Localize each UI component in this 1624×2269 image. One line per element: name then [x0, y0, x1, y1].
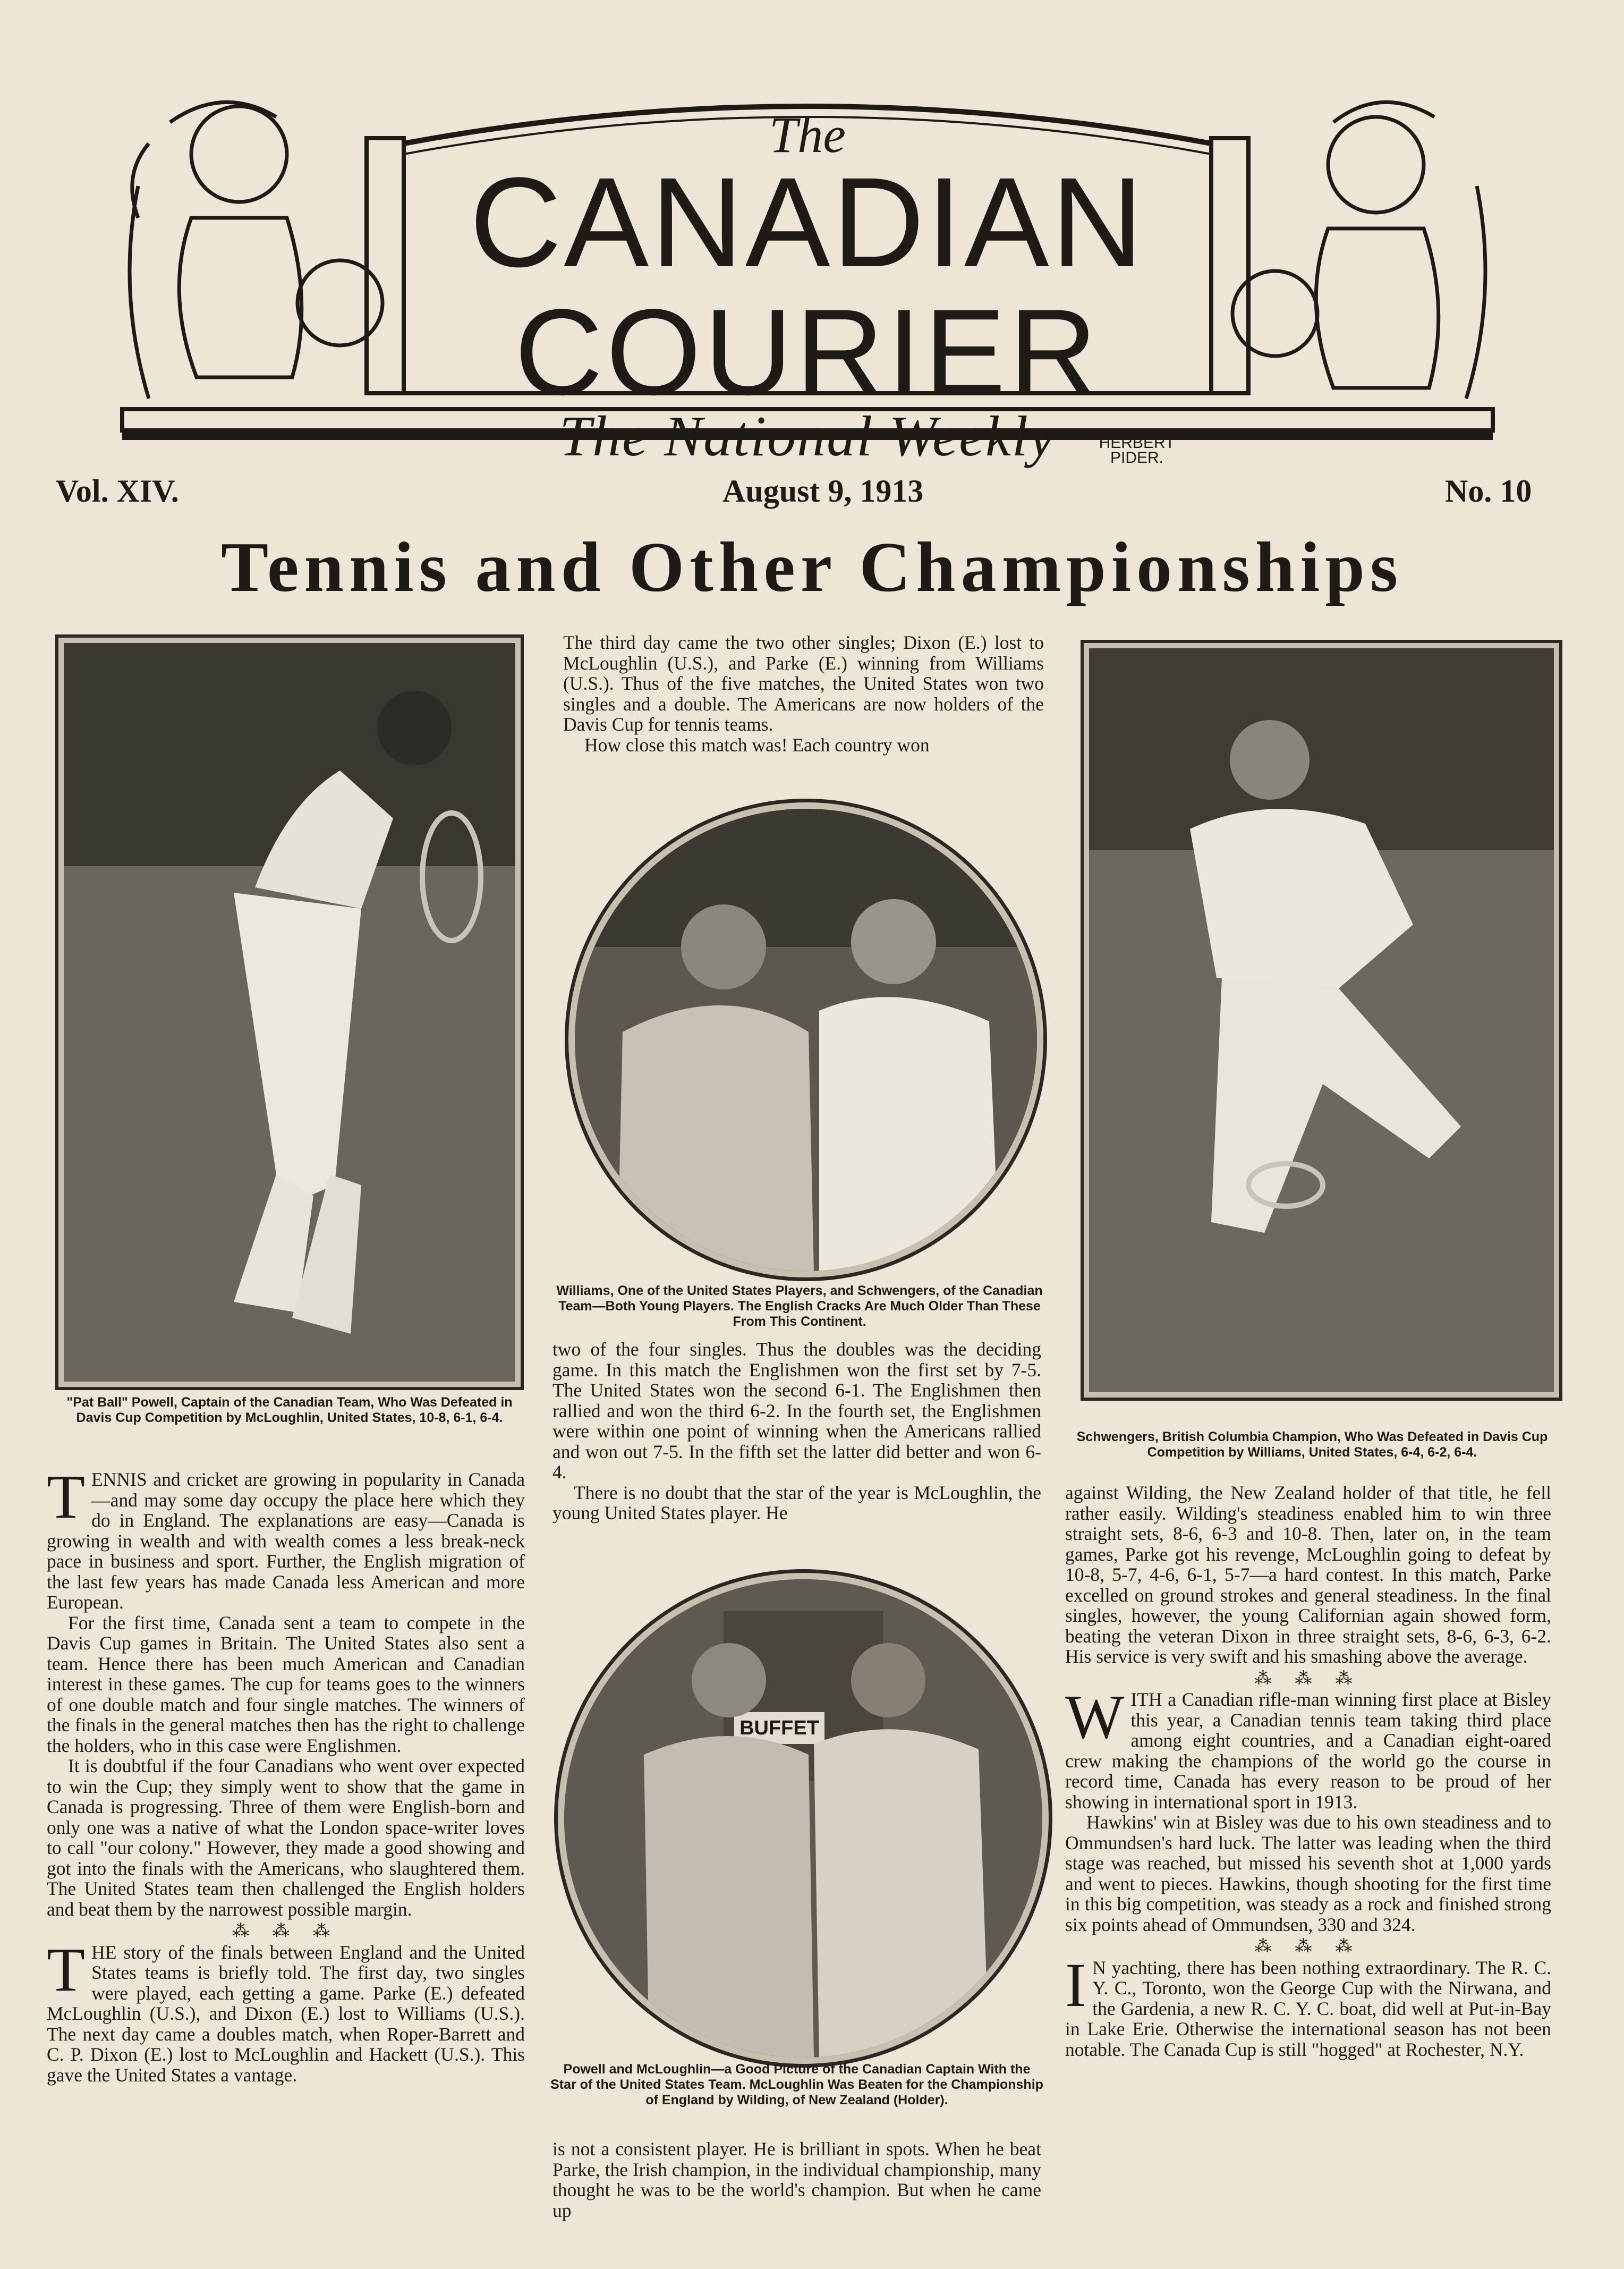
left-column — [47, 1462, 525, 2086]
left-paragraph-1: ENNIS and cricket are growing in popularity in Canada—and may some day occupy the place here which they do in England. The explanations are easy—Canada is growing in wealth and with wealth comes a less break-neck pace in business and sport. Further, the English migration of the last few years has made Canada less American and more European. — [47, 1469, 525, 1613]
dropcap-tennis: T — [47, 1462, 86, 1531]
masthead-title-canadian: CANADIAN — [469, 151, 1146, 293]
photo-schwengers-figure — [1089, 648, 1554, 1392]
left-paragraph-4: HE story of the finals between England and the United States teams is briefly told. The first day, two singles were played, each getting a game. Parke (E.) defeated McLoughlin (U.S.), and Dixon (E.) lost to Williams (U.S.). The next day came a doubles match, when Roper-Barrett and C. P. Dixon (E.) lost to McLoughlin and Hackett (U.S.). This gave the United States a vantage. — [47, 1941, 525, 2086]
caption-powell: "Pat Ball" Powell, Captain of the Canadian Team, Who Was Defeated in Davis Cup Competition by McLoughlin, United States, 10-8, 6-1, 6-4. — [66, 1395, 513, 1425]
masthead-tagline: The National Weekly — [559, 405, 1056, 468]
left-paragraph-3: It is doubtful if the four Canadians who went over expected to win the Cup; they simply went to show that the game in Canada is progressing. Three of them were English-born and only one was a native of what the London space-writer loves to call "our colony." However, they made a good showing and got into the finals with the Americans, who slaughtered them. The United States team then challenged the English holders and beat them by the narrowest possible margin. — [47, 1755, 525, 1920]
caption-powell-mcloughlin: Powell and McLoughlin—a Good Picture of the Canadian Captain With the Star of the United States Team. McLoughlin Was Beaten for the Championship of England by Wilding, of New Zealand (Holder). — [550, 2062, 1043, 2107]
photo-williams-schwengers-figures — [575, 809, 1037, 1271]
middle-column-top — [563, 632, 1044, 755]
volume-label: Vol. XIV. — [56, 473, 179, 509]
issue-date: August 9, 1913 — [722, 473, 924, 509]
middle-column-bottom — [552, 2139, 1041, 2221]
right-paragraph-2: ITH a Canadian rifle-man winning first place at Bisley this year, a Canadian tennis team taking third place among eight countries, and a Canadian eight-oared crew making the champions of the world go the course in record time, Canada has every reason to be proud of her showing in international sport in 1913. — [1065, 1689, 1551, 1813]
masthead-title-courier: COURIER — [514, 284, 1101, 420]
dropcap-the-story: T — [47, 1934, 86, 2004]
photo-williams-schwengers — [568, 802, 1043, 1277]
section-ornament-1: ⁂ ⁂ ⁂ — [232, 1921, 339, 1940]
section-ornament-2: ⁂ ⁂ ⁂ — [1254, 1668, 1362, 1688]
right-paragraph-3: Hawkins' win at Bisley was due to his own steadiness and to Ommundsen's hard luck. The latter was leading when the third stage was reached, but missed his seventh shot at 1,000 yards and went to pieces. Hawkins, though shooting for the first time in this big competition, was steady as a rock and finished strong six points ahead of Ommundsen, 330 and 324. — [1065, 1811, 1551, 1935]
middle-top-paragraph-1: The third day came the two other singles; Dixon (E.) lost to McLoughlin (U.S.), and Parke (E.) winning from Williams (U.S.). Thus of the five matches, the United States won two singles and a double. The Americans are now holders of the Davis Cup for tennis teams. — [563, 632, 1044, 735]
dropcap-with: W — [1065, 1682, 1125, 1751]
section-ornament-3: ⁂ ⁂ ⁂ — [1254, 1936, 1362, 1955]
middle-top-paragraph-2: How close this match was! Each country won — [584, 734, 930, 756]
photo-schwengers — [1084, 643, 1559, 1398]
left-paragraph-2: For the first time, Canada sent a team to compete in the Davis Cup games in Britain. The United States also sent a team. Hence there has been much American and Canadian interest in these games. The cup for teams goes to the winners of one double match and four single matches. The winners of the finals in the general matches then has the right to challenge the holders, who in this case were Englishmen. — [47, 1612, 525, 1756]
dropcap-in-yachting: I — [1065, 1950, 1086, 2020]
right-paragraph-4: N yachting, there has been nothing extraordinary. The R. C. Y. C., Toronto, won the George Cup with the Nirwana, and the Gardenia, a new R. C. Y. C. boat, did well at Put-in-Bay in Lake Erie. Otherwise the international season has not been notable. The Canada Cup is still "hogged" at Rochester, N.Y. — [1065, 1957, 1551, 2060]
artist-signature: HERBERT PIDER. — [1099, 434, 1175, 467]
masthead — [117, 80, 1498, 468]
masthead-the: The — [769, 106, 846, 163]
middle-column-middle — [552, 1339, 1041, 1523]
issue-number: No. 10 — [1445, 473, 1532, 509]
right-column — [1065, 1483, 1551, 2060]
middle-mid-paragraph-2: There is no doubt that the star of the year is McLoughlin, the young United States player. He — [552, 1481, 1041, 1523]
photo-powell-mcloughlin-figures — [564, 1579, 1042, 2058]
headline: Tennis and Other Championships — [220, 528, 1404, 606]
photo-powell — [58, 638, 521, 1387]
photo-powell-figure — [64, 643, 515, 1382]
middle-mid-paragraph-1: two of the four singles. Thus the doubles was the deciding game. In this match the Englishmen won the first set by 7-5. The United States won the second 6-1. The Englishmen then rallied and won the third 6-2. In the fourth set, the Englishmen were within one point of winning when the Americans rallied and won out 7-5. In the fifth set the latter did better and won 6-4. — [552, 1339, 1041, 1483]
middle-bottom-paragraph-1: is not a consistent player. He is brilliant in spots. When he beat Parke, the Irish champion, in the individual championship, many thought he was to be the world's champion. But when he came up — [552, 2138, 1041, 2221]
buffet-sign: BUFFET — [739, 1717, 819, 1739]
photo-powell-mcloughlin — [558, 1573, 1049, 2064]
caption-schwengers: Schwengers, British Columbia Champion, Who Was Defeated in Davis Cup Competition by Williams, United States, 6-4, 6-2, 6-4. — [1076, 1429, 1548, 1460]
caption-williams-schwengers: Williams, One of the United States Players, and Schwengers, of the Canadian Team—Both Young Players. The English Cracks Are Much Older Than These From This Continent. — [556, 1283, 1043, 1329]
right-paragraph-1: against Wilding, the New Zealand holder of that title, he fell rather easily. Wilding's steadiness enabled him to win three straight sets, 8-6, 6-3 and 10-8. Then, later on, in the team games, Parke got his revenge, McLoughlin going to defeat by 10-8, 5-7, 4-6, 6-1, 5-7—a hard contest. In this match, Parke excelled on ground strokes and general steadiness. In the final singles, however, the young Californian again showed form, beating the veteran Dixon in three straight sets, 8-6, 6-3, 6-2. His service is very swift and his smashing above the average. — [1065, 1482, 1551, 1667]
